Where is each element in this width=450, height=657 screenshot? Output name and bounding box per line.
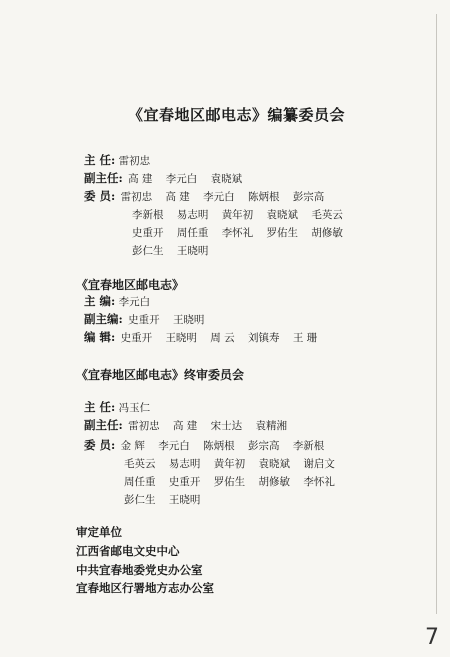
committee-member-name: 袁晓斌: [266, 209, 299, 221]
committee-vice-role: 副主任:: [84, 171, 123, 185]
committee-member-name: 陈炳根: [247, 191, 280, 203]
committee-members-row: [84, 191, 334, 203]
review-member-name: 陈炳根: [203, 440, 235, 452]
committee-members-row: [132, 246, 218, 257]
scan-margin-line: [436, 14, 437, 614]
editorial-editors-role: 编 辑:: [84, 330, 116, 344]
review-member-name: 易志明: [168, 458, 201, 470]
editorial-chief-name: 李元白: [118, 296, 151, 308]
committee-member-name: 王晓明: [176, 245, 209, 257]
committee-members-row: [132, 228, 353, 239]
review-chair-row: [84, 402, 150, 414]
review-chair-name: 冯玉仁: [118, 402, 151, 414]
committee-member-name: 史重开: [132, 227, 164, 239]
page-title: 《宜春地区邮电志》编纂委员会: [128, 106, 346, 124]
committee-vice-row: [84, 173, 252, 185]
review-chair-role: 主 任:: [84, 400, 116, 414]
review-vice-name: 袁精湘: [255, 420, 287, 432]
review-member-name: 罗佑生: [213, 476, 246, 488]
editorial-editors-row: [84, 332, 327, 344]
review-member-name: 王晓明: [168, 494, 201, 506]
editorial-chief-role: 主 编:: [84, 294, 116, 308]
editorial-editor-name: 刘镇寿: [247, 332, 280, 344]
editorial-editor-name: 史重开: [120, 332, 153, 344]
committee-chair-role: 主 任:: [84, 153, 116, 167]
review-member-name: 袁晓斌: [258, 458, 291, 470]
editorial-vice-row: [84, 314, 214, 326]
committee-chair-row: [84, 155, 150, 167]
review-member-name: 毛英云: [124, 458, 156, 470]
committee-member-name: 李新根: [132, 209, 164, 221]
committee-member-name: 彭宗高: [292, 191, 325, 203]
review-vice-name: 宋士达: [210, 420, 243, 432]
review-member-name: 彭仁生: [124, 494, 156, 506]
approval-unit: 中共宜春地委党史办公室: [76, 563, 203, 577]
page-number: 7: [425, 625, 439, 650]
committee-member-name: 黄年初: [221, 209, 254, 221]
committee-member-name: 李怀礼: [221, 227, 254, 239]
committee-member-name: 高 建: [165, 191, 190, 203]
committee-vice-name: 高 建: [128, 173, 153, 185]
review-member-name: 彭宗高: [247, 440, 280, 452]
committee-member-name: 雷初忠: [120, 191, 153, 203]
review-vice-row: [84, 420, 297, 432]
committee-member-name: 李元白: [203, 191, 235, 203]
review-members-row: [124, 459, 345, 470]
committee-member-name: 胡修敏: [311, 227, 343, 239]
committee-member-name: 毛英云: [311, 209, 343, 221]
editorial-editor-name: 周 云: [210, 332, 235, 344]
review-member-name: 谢启文: [303, 458, 335, 470]
review-section-title: 《宜春地区邮电志》终审委员会: [76, 368, 245, 382]
editorial-editor-name: 王晓明: [165, 332, 197, 344]
review-member-name: 史重开: [168, 476, 201, 488]
committee-members-row: [132, 210, 353, 221]
editorial-section-title: 《宜春地区邮电志》: [76, 278, 185, 292]
review-member-name: 胡修敏: [258, 476, 291, 488]
committee-vice-name: 李元白: [165, 173, 198, 185]
committee-member-name: 彭仁生: [132, 245, 164, 257]
review-vice-name: 雷初忠: [128, 420, 160, 432]
editorial-vice-role: 副主编:: [84, 312, 123, 326]
review-members-row: [124, 495, 210, 506]
review-vice-role: 副主任:: [84, 418, 123, 432]
approval-heading: 审定单位: [76, 525, 122, 539]
review-member-name: 黄年初: [213, 458, 246, 470]
editorial-editor-name: 王 珊: [292, 332, 318, 344]
review-member-name: 金 辉: [120, 440, 145, 452]
review-member-name: 李新根: [292, 440, 325, 452]
committee-vice-name: 袁晓斌: [210, 173, 243, 185]
review-members-role: 委 员:: [84, 438, 116, 452]
committee-member-name: 罗佑生: [266, 227, 299, 239]
editorial-vice-name: 王晓明: [172, 314, 205, 326]
editorial-chief-row: [84, 296, 150, 308]
review-members-row: [124, 477, 345, 488]
review-vice-name: 高 建: [172, 420, 198, 432]
review-members-row: [84, 440, 334, 452]
committee-member-name: 周任重: [176, 227, 209, 239]
review-member-name: 周任重: [124, 476, 156, 488]
approval-unit: 江西省邮电文史中心: [76, 544, 180, 558]
editorial-vice-name: 史重开: [128, 314, 160, 326]
committee-chair-name: 雷初忠: [118, 155, 151, 167]
committee-members-role: 委 员:: [84, 189, 116, 203]
review-member-name: 李元白: [158, 440, 190, 452]
review-member-name: 李怀礼: [303, 476, 335, 488]
approval-unit: 宜春地区行署地方志办公室: [76, 581, 214, 595]
committee-member-name: 易志明: [176, 209, 209, 221]
